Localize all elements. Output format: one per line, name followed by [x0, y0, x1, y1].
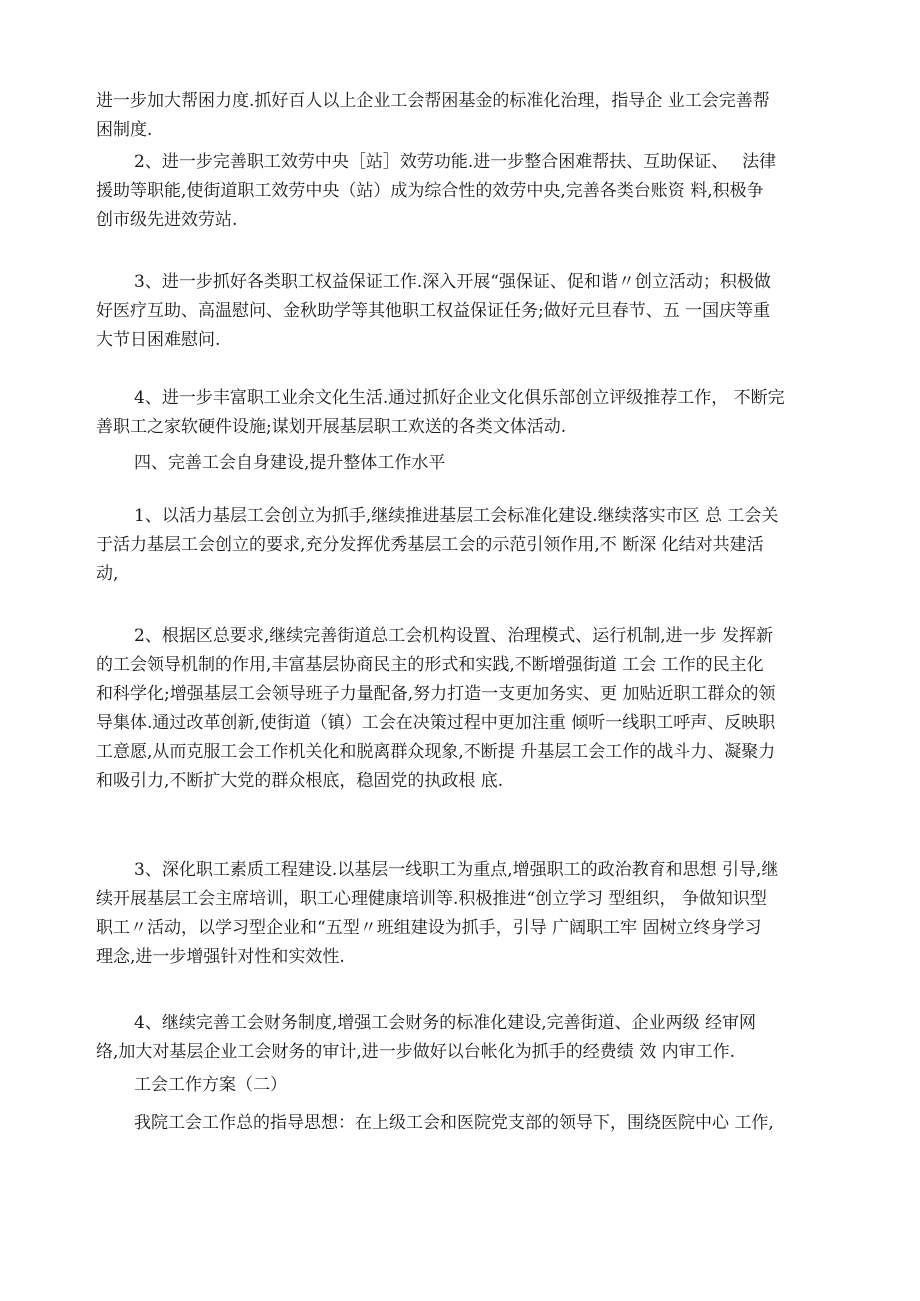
text-line: 善职工之家软硬件设施;谋划开展基层职工欢送的各类文体活动. [96, 417, 567, 437]
text-line: 4、进一步丰富职工业余文化生活.通过抓好企业文化俱乐部创立评级推荐工作， 不断完 [134, 388, 785, 408]
text-line: 导集体.通过改革创新,使街道（镇）工会在决策过程中更加注重 倾听一线职工呼声、反映职 [96, 713, 776, 733]
paragraph-sec4-item-3 [96, 856, 838, 972]
text-line: 2、进一步完善职工效劳中央［站］效劳功能.进一步整合困难帮扶、互助保证、 法律 [134, 152, 777, 172]
text-line: 创市级先进效劳站. [96, 210, 238, 230]
paragraph-sec4-item-2 [96, 622, 838, 796]
paragraph-item-3-rights [96, 268, 838, 355]
section-title-plan-2 [96, 1071, 838, 1100]
text-line: 我院工会工作总的指导思想：在上级工会和医院党支部的领导下，围绕医院中心 工作, [134, 1113, 774, 1133]
text-line: 困制度. [96, 120, 153, 140]
text-line: 1、以活力基层工会创立为抓手,继续推进基层工会标准化建设.继续落实市区 总 工会关 [134, 506, 779, 526]
text-line: 工意愿,从而克服工会工作机关化和脱离群众现象,不断提 升基层工会工作的战斗力、凝聚力 [96, 742, 776, 762]
text-line: 续开展基层工会主席培训，职工心理健康培训等.积极推进“创立学习 型组织， 争做知识型 [96, 889, 767, 909]
text-line: 职工〃活动，以学习型企业和“五型〃班组建设为抓手，引导 广阔职工牢 固树立终身学习 [96, 918, 762, 938]
section-heading: 四、完善工会自身建设,提升整体工作水平 [134, 453, 446, 473]
text-line: 络,加大对基层企业工会财务的审计,进一步做好以台帐化为抓手的经费绩 效 内审工作. [96, 1042, 736, 1062]
text-line: 4、继续完善工会财务制度,增强工会财务的标准化建设,完善街道、企业两级 经审网 [134, 1013, 757, 1033]
text-line: 3、进一步抓好各类职工权益保证工作.深入开展“强保证、促和谐〃创立活动；积极做 [134, 272, 771, 292]
text-line: 好医疗互助、高温慰问、金秋助学等其他职工权益保证任务;做好元旦春节、五 一国庆等重 [96, 301, 771, 321]
paragraph-sec4-item-4 [96, 1009, 838, 1067]
text-line: 和吸引力,不断扩大党的群众根底，稳固党的执政根 底. [96, 771, 504, 791]
section-heading-4 [96, 449, 838, 478]
text-line: 援助等职能,使街道职工效劳中央（站）成为综合性的效劳中央,完善各类台账资 料,积极争 [96, 181, 764, 201]
paragraph-guiding-thought [96, 1109, 838, 1138]
paragraph-sec4-item-1 [96, 502, 838, 589]
text-line: 的工会领导机制的作用,丰富基层协商民主的形式和实践,不断增强街道 工会 工作的民主化 [96, 655, 764, 675]
text-line: 3、深化职工素质工程建设.以基层一线职工为重点,增强职工的政治教育和思想 引导,继 [134, 860, 779, 880]
section-title: 工会工作方案（二） [134, 1075, 287, 1095]
text-line: 理念,进一步增强针对性和实效性. [96, 947, 345, 967]
text-line: 2、根据区总要求,继续完善街道总工会机构设置、治理模式、运行机制,进一步 发挥新 [134, 626, 774, 646]
text-line: 动, [96, 564, 119, 584]
text-line: 于活力基层工会创立的要求,充分发挥优秀基层工会的示范引领作用,不 断深 化结对共建活 [96, 535, 764, 555]
paragraph-item-2-service-center [96, 148, 838, 235]
paragraph-item-4-culture [96, 384, 838, 442]
paragraph-hardship-fund [96, 87, 838, 145]
text-line: 大节日困难慰问. [96, 330, 221, 350]
text-line: 进一步加大帮困力度.抓好百人以上企业工会帮困基金的标准化治理，指导企 业工会完善帮 [96, 91, 770, 111]
text-line: 和科学化;增强基层工会领导班子力量配备,努力打造一支更加务实、更 加贴近职工群众的领 [96, 684, 776, 704]
